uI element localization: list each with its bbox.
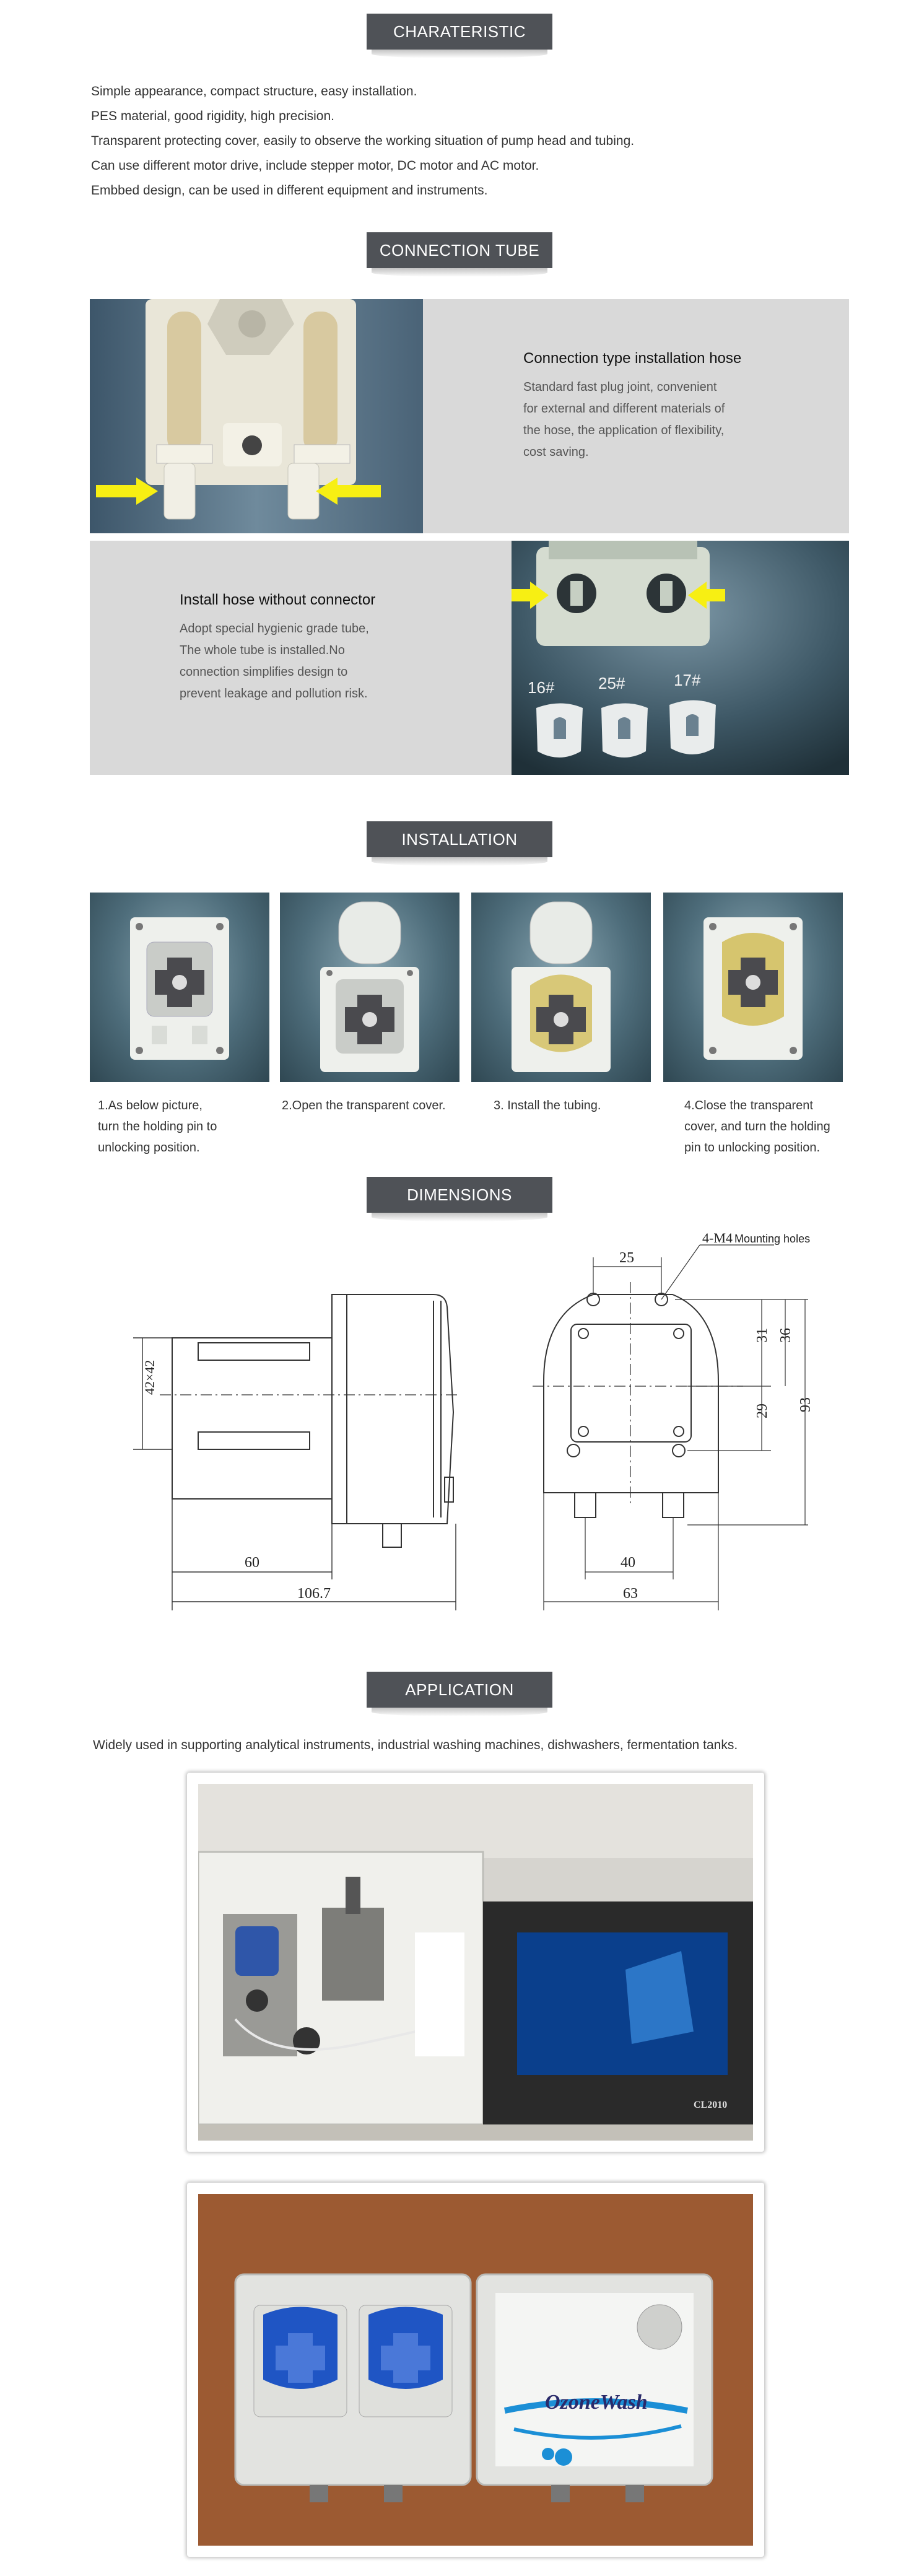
tube-label: 16# <box>528 678 555 697</box>
feature-item: Simple appearance, compact structure, easy installation. <box>91 84 417 98</box>
heading-application <box>367 1672 552 1715</box>
feature-item: Can use different motor drive, include stepper motor, DC motor and AC motor. <box>91 159 539 173</box>
application-photo-1 <box>198 1784 753 2141</box>
heading-dimensions <box>367 1177 552 1220</box>
connection-panel-1-title: Connection type installation hose <box>523 350 742 367</box>
front-dimensions <box>533 1245 808 1610</box>
feature-item: Transparent protecting cover, easily to observe the working situation of pump head and tubing. <box>91 134 635 148</box>
side-dimensions <box>133 1338 456 1610</box>
dim-side-total-length: 106.7 <box>297 1586 331 1602</box>
dim-side-height: 42×42 <box>142 1360 157 1395</box>
application-photo-2 <box>198 2194 753 2546</box>
application-photo-2-frame <box>187 2183 764 2557</box>
dim-front-40: 40 <box>621 1555 635 1571</box>
heading-charateristic <box>367 14 552 57</box>
step-caption-4: 4.Close the transparent cover, and turn the holding pin to unlocking position. <box>684 1099 830 1155</box>
step-caption-3: 3. Install the tubing. <box>494 1099 601 1112</box>
heading-dimensions-label: DIMENSIONS <box>367 1177 552 1213</box>
heading-installation-label: INSTALLATION <box>367 821 552 857</box>
dim-front-36: 36 <box>778 1328 794 1343</box>
heading-shadow <box>372 50 547 58</box>
heading-shadow <box>372 1213 547 1221</box>
tube-label: 25# <box>598 674 625 692</box>
dim-front-holes: 4-M4 <box>702 1233 733 1246</box>
application-photo-1-frame <box>187 1773 764 2152</box>
step-caption-2: 2.Open the transparent cover. <box>282 1099 446 1112</box>
connection-panel-1-text: Standard fast plug joint, convenient for external and different materials of the hose, the application of flexibility, cost saving. <box>523 380 725 459</box>
heading-installation <box>367 821 552 865</box>
heading-shadow <box>372 1708 547 1716</box>
tube-label: 17# <box>674 671 701 689</box>
side-view <box>160 1295 458 1547</box>
step-photo-2 <box>280 893 460 1082</box>
step-photo-1 <box>90 893 269 1082</box>
dim-front-63: 63 <box>623 1586 638 1602</box>
heading-application-label: APPLICATION <box>367 1672 552 1708</box>
dim-front-29: 29 <box>754 1404 770 1418</box>
application-text: Widely used in supporting analytical instruments, industrial washing machines, dishwashers, fermentation tanks. <box>93 1738 738 1752</box>
dimension-drawings <box>0 1233 919 1617</box>
feature-item: PES material, good rigidity, high precision. <box>91 109 334 123</box>
brand-logo-text: OzoneWash <box>545 2391 648 2414</box>
heading-shadow <box>372 268 547 277</box>
screen-model-label: CL2010 <box>694 2100 728 2110</box>
heading-shadow <box>372 857 547 866</box>
connection-photo-1 <box>90 299 423 533</box>
dim-front-holes-label: Mounting holes <box>734 1233 811 1245</box>
step-photo-4 <box>663 893 843 1082</box>
dim-front-top-width: 25 <box>619 1250 634 1266</box>
step-caption-1: 1.As below picture, turn the holding pin to unlocking position. <box>98 1099 217 1155</box>
dim-front-31: 31 <box>754 1328 770 1343</box>
step-photo-3 <box>471 893 651 1082</box>
heading-charateristic-label: CHARATERISTIC <box>367 14 552 50</box>
dim-front-93: 93 <box>798 1397 814 1412</box>
connection-panel-2-title: Install hose without connector <box>180 592 376 608</box>
heading-connection <box>367 232 552 276</box>
dim-side-motor-length: 60 <box>245 1555 259 1571</box>
front-view <box>544 1293 718 1517</box>
connection-panel-2-text: Adopt special hygienic grade tube, The whole tube is installed.No connection simplifies design to prevent leakage and pollution risk. <box>180 622 369 701</box>
feature-item: Embbed design, can be used in different equipment and instruments. <box>91 183 488 198</box>
heading-connection-label: CONNECTION TUBE <box>367 232 552 268</box>
feature-list <box>91 79 834 203</box>
connection-photo-2 <box>512 541 849 775</box>
